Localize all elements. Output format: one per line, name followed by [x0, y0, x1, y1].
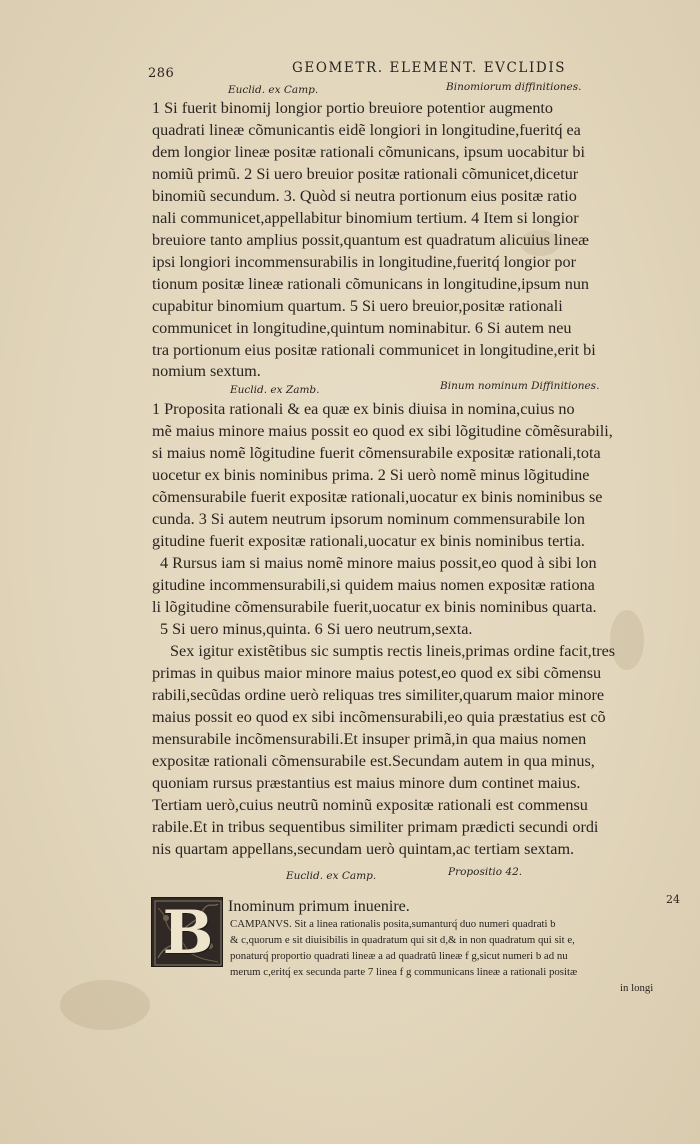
section-heading-binum-nominum: Binum nominum Diffinitiones.: [440, 380, 600, 392]
text-line: rabili,secũdas ordine uerò reliquas tres similiter,quarum maior minore: [152, 686, 605, 704]
proposition-title: Inominum primum inuenire.: [228, 898, 410, 915]
text-line: nis quartam appellans,secundam uerò quintam,ac tertiam sextam.: [152, 840, 575, 858]
text-line: tra portionum eius positæ rationali communicet in longitudine,erit bi: [152, 341, 596, 359]
text-line: quadrati lineæ cõmunicantis eidẽ longiori in longitudine,fueritq́ ea: [152, 121, 581, 139]
source-label-proposition: Euclid. ex Camp.: [286, 870, 377, 882]
text-line: binomiũ secundum. 3. Quòd si neutra portionum eius positæ ratio: [152, 187, 577, 205]
text-line: nali communicet,appellabitur binomium tertium. 4 Item si longior: [152, 209, 579, 227]
section-heading-binomiorum: Binomiorum diffinitiones.: [446, 81, 582, 93]
text-line: 1 Proposita rationali & ea quæ ex binis diuisa in nomina,cuius no: [152, 400, 575, 418]
paper-stain: [60, 980, 150, 1030]
text-line: nomium sextum.: [152, 362, 261, 380]
page-number: 286: [148, 66, 175, 81]
text-line: 4 Rursus iam si maius nomẽ minore maius possit,eo quod à sibi lon: [160, 554, 597, 572]
decorated-initial: [151, 897, 223, 967]
commentary-line: ponaturq́ proportio quadrati lineæ a ad quadratũ lineæ f g,sicut numeri b ad nu: [230, 950, 568, 962]
text-line: si maius nomẽ lõgitudine fuerit cõmensurabile expositæ rationali,tota: [152, 444, 601, 462]
source-label-zamberti: Euclid. ex Zamb.: [230, 384, 320, 396]
proposition-label: Propositio 42.: [448, 866, 523, 878]
text-line: tionum positæ lineæ rationali cõmunicans in longitudine,ipsum nun: [152, 275, 590, 293]
text-line: quoniam rursus præstantius est maius minore dum continet maius.: [152, 774, 581, 792]
text-line: cõmensurabile fuerit expositæ rationali,uocatur ex binis nominibus se: [152, 488, 603, 506]
paper-stain: [610, 610, 644, 670]
text-line: 1 Si fuerit binomij longior portio breuiore potentior augmento: [152, 99, 554, 117]
text-line: gitudine fuerit expositæ rationali,uocatur ex binis nominibus tertia.: [152, 532, 585, 550]
text-line: expositæ rationali cõmensurabile est.Secundam autem in qua minus,: [152, 752, 595, 770]
text-line: uocetur ex binis nominibus prima. 2 Si uerò nomẽ minus lõgitudine: [152, 466, 590, 484]
text-line: mẽ maius minore maius possit eo quod ex sibi lõgitudine cõmẽsurabili,: [152, 422, 613, 440]
running-head: GEOMETR. ELEMENT. EVCLIDIS: [292, 60, 567, 76]
text-line: 5 Si uero minus,quinta. 6 Si uero neutrum,sexta.: [160, 620, 473, 638]
margin-number: 24: [666, 893, 680, 906]
text-line: gitudine incommensurabili,si quidem maius nomen expositæ rationa: [152, 576, 595, 594]
text-line: nomiũ primũ. 2 Si uero breuior positæ rationali cõmunicet,dicetur: [152, 165, 579, 183]
text-line: dem longior lineæ positæ rationali cõmunicans, ipsum uocabitur bi: [152, 143, 585, 161]
text-line: maius possit eo quod ex sibi incõmensurabili,eo quia præstatius est cõ: [152, 708, 606, 726]
text-line: mensurabile incõmensurabili.Et insuper primã,in qua maius nomen: [152, 730, 587, 748]
text-line: Sex igitur existẽtibus sic sumptis rectis lineis,primas ordine facit,tres: [170, 642, 616, 660]
commentary-line: & c,quorum e sit diuisibilis in quadratum qui sit d,& in non quadratum qui sit e,: [230, 934, 575, 946]
text-line: Tertiam uerò,cuius neutrũ nominũ expositæ rationali est commensu: [152, 796, 588, 814]
text-line: primas in quibus maior minore maius potest,eo quod ex sibi cõmensu: [152, 664, 602, 682]
commentary-line: CAMPANVS. Sit a linea rationalis posita,sumanturq́ duo numeri quadrati b: [230, 918, 556, 930]
text-line: cupabitur binomium quartum. 5 Si uero breuior,positæ rationali: [152, 297, 563, 315]
text-line: cunda. 3 Si autem neutrum ipsorum nominum commensurabile lon: [152, 510, 585, 528]
text-line: rabile.Et in tribus sequentibus similiter primam prædicti secundi ordi: [152, 818, 599, 836]
commentary-line: in longi: [620, 982, 654, 994]
text-line: li lõgitudine cõmensurabile fuerit,uocatur ex binis nominibus quarta.: [152, 598, 597, 616]
source-label-campanus: Euclid. ex Camp.: [228, 84, 319, 96]
text-line: ipsi longiori incommensurabilis in longitudine,fueritq́ longior por: [152, 253, 576, 271]
text-line: communicet in longitudine,quintum nominabitur. 6 Si autem neu: [152, 319, 572, 337]
text-line: breuiore tanto amplius possit,quantum est quadratum alicuius lineæ: [152, 231, 589, 249]
commentary-line: merum c,eritq́ ex secunda parte 7 linea f g communicans lineæ a rationali positæ: [230, 966, 578, 978]
initial-letter: B: [162, 898, 214, 967]
